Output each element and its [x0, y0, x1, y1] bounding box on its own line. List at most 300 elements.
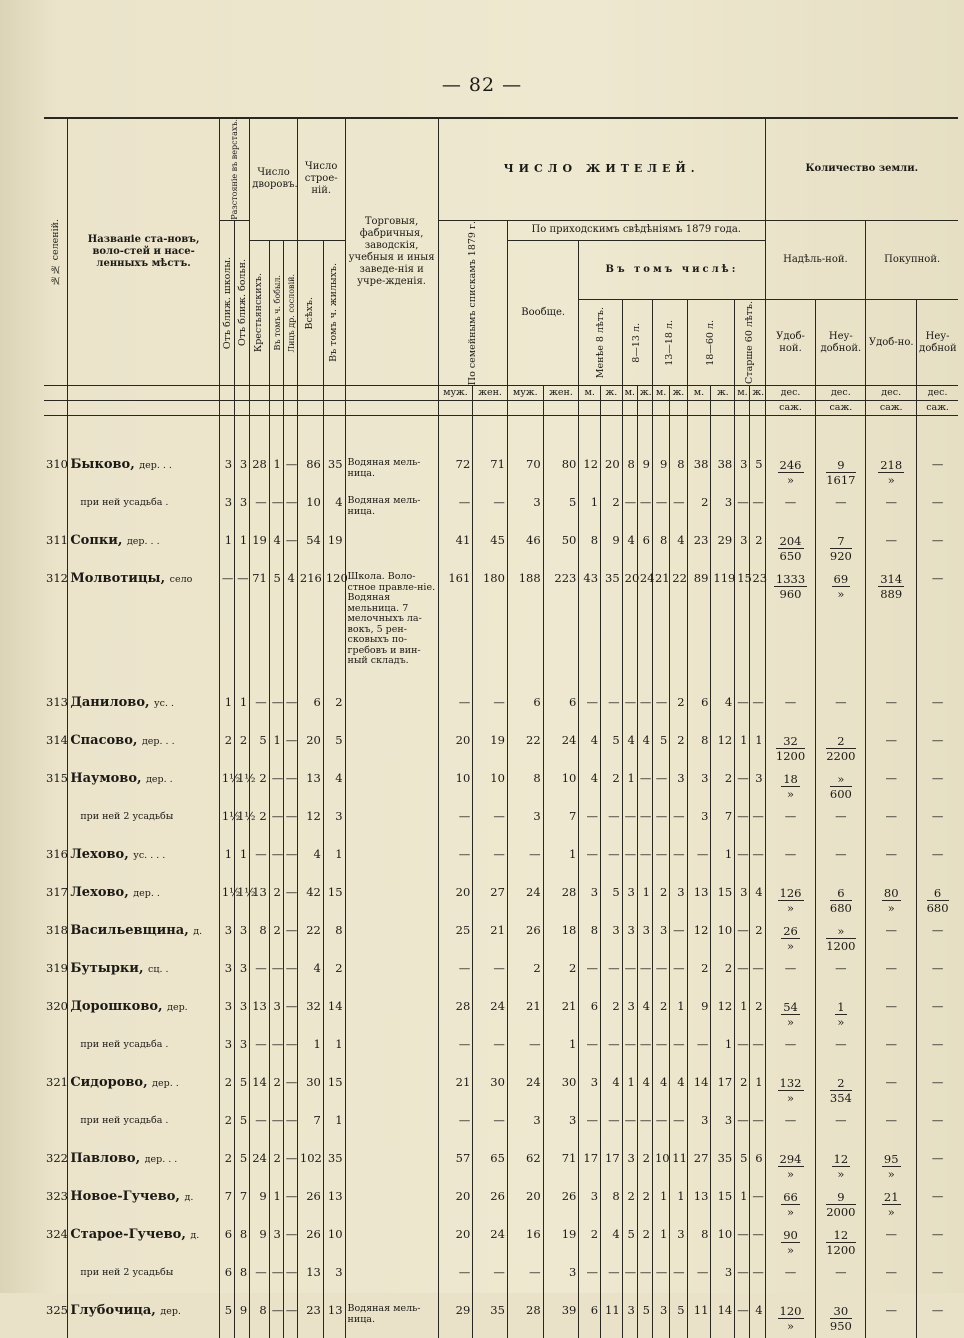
age-cell: 6 — [637, 530, 652, 568]
age-cell: — — [601, 1110, 623, 1148]
family-m: 20 — [438, 882, 473, 920]
row-number: 325 — [44, 1300, 68, 1338]
dist-school: — — [219, 568, 234, 692]
row-name: Лехово, дер. . — [68, 882, 220, 920]
table-row — [44, 692, 958, 730]
bld-all: 12 — [297, 806, 323, 844]
land-allot-inconv: $\frac{2}{354}$ — [816, 1072, 866, 1110]
age-cell: 4 — [579, 768, 601, 806]
age-cell: 35 — [601, 568, 623, 692]
trade-cell — [345, 1262, 438, 1300]
land-bought-conv: $\frac{95}{»}$ — [866, 1148, 917, 1186]
age-cell: 8 — [579, 920, 601, 958]
family-m: 28 — [438, 996, 473, 1034]
age-cell: — — [637, 492, 652, 530]
age-cell: 2 — [750, 996, 765, 1034]
dist-hosp: 3 — [235, 958, 250, 996]
parish-f: 3 — [543, 1262, 579, 1300]
age-cell: 4 — [750, 1300, 765, 1338]
age-cell: — — [579, 806, 601, 844]
age-cell: — — [622, 1262, 637, 1300]
yards-bobyl: — — [269, 1110, 283, 1148]
family-m: — — [438, 958, 473, 996]
age-cell: 14 — [687, 1072, 711, 1110]
yards-other: — — [283, 1110, 297, 1148]
bld-all: 6 — [297, 692, 323, 730]
age-cell: — — [750, 492, 765, 530]
age-cell: 5 — [601, 882, 623, 920]
row-name: Сидорово, дер. . — [68, 1072, 220, 1110]
age-cell: 11 — [687, 1300, 711, 1338]
age-cell: 15 — [711, 882, 735, 920]
row-name: при ней усадьба . — [68, 492, 220, 530]
age-cell: — — [652, 1110, 669, 1148]
age-cell: 3 — [711, 1262, 735, 1300]
yards-other: — — [283, 1148, 297, 1186]
parish-f: 3 — [543, 1110, 579, 1148]
dist-hosp: — — [235, 568, 250, 692]
yards-other: — — [283, 492, 297, 530]
bld-all: 20 — [297, 730, 323, 768]
age-cell: 3 — [711, 492, 735, 530]
bld-res: 8 — [323, 920, 345, 958]
age-cell: 1 — [735, 996, 750, 1034]
family-f: 35 — [473, 1300, 508, 1338]
yards-peasant: 9 — [250, 1186, 269, 1224]
land-allot-inconv: — — [816, 844, 866, 882]
row-number — [44, 1262, 68, 1300]
yards-bobyl: 2 — [269, 920, 283, 958]
header-parish: По приходскимъ свѣдѣніямъ 1879 года. — [507, 220, 765, 240]
parish-m: 16 — [507, 1224, 543, 1262]
header-conv: Удоб-ной. — [765, 300, 816, 386]
yards-other: 4 — [283, 568, 297, 692]
table-row — [44, 996, 958, 1034]
age-cell: — — [750, 692, 765, 730]
age-cell: — — [735, 958, 750, 996]
header-dist-school: Отъ ближ. школы. — [219, 220, 234, 385]
parish-m: 2 — [507, 958, 543, 996]
age-cell: 4 — [711, 692, 735, 730]
land-bought-inconv: — — [917, 1224, 958, 1262]
age-cell: — — [735, 844, 750, 882]
header-age2: 8—13 л. — [622, 300, 652, 386]
trade-cell — [345, 844, 438, 882]
age-cell: — — [652, 492, 669, 530]
age-cell: 1 — [622, 1072, 637, 1110]
age-cell: — — [670, 1262, 687, 1300]
yards-peasant: 2 — [250, 768, 269, 806]
family-m: — — [438, 492, 473, 530]
dist-school: 3 — [219, 920, 234, 958]
bld-all: 13 — [297, 1262, 323, 1300]
bld-all: 30 — [297, 1072, 323, 1110]
age-cell: — — [579, 692, 601, 730]
dist-hosp: 1½ — [235, 768, 250, 806]
age-cell: 1 — [711, 844, 735, 882]
yards-bobyl: — — [269, 1034, 283, 1072]
yards-bobyl: — — [269, 692, 283, 730]
row-number — [44, 1110, 68, 1148]
family-f: — — [473, 692, 508, 730]
yards-other: — — [283, 692, 297, 730]
bld-res: 2 — [323, 692, 345, 730]
table-row — [44, 1148, 958, 1186]
land-bought-inconv: — — [917, 768, 958, 806]
age-cell: 12 — [711, 996, 735, 1034]
table-row — [44, 1034, 958, 1072]
yards-other: — — [283, 958, 297, 996]
age-cell: — — [622, 492, 637, 530]
parish-f: 30 — [543, 1072, 579, 1110]
row-name: Быково, дер. . . — [68, 454, 220, 492]
land-allot-conv: $\frac{90}{»}$ — [765, 1224, 816, 1262]
age-cell: 8 — [622, 454, 637, 492]
dist-school: 2 — [219, 1148, 234, 1186]
land-allot-conv: $\frac{26}{»}$ — [765, 920, 816, 958]
land-allot-inconv: $\frac{12}{»}$ — [816, 1148, 866, 1186]
land-bought-inconv: — — [917, 1262, 958, 1300]
dist-school: 3 — [219, 1034, 234, 1072]
age-cell: 3 — [670, 768, 687, 806]
trade-cell — [345, 768, 438, 806]
family-f: 180 — [473, 568, 508, 692]
land-bought-conv: — — [866, 692, 917, 730]
dist-school: 1½ — [219, 768, 234, 806]
age-cell: 23 — [687, 530, 711, 568]
age-cell: — — [735, 806, 750, 844]
age-cell: 2 — [711, 768, 735, 806]
age-cell: 3 — [637, 920, 652, 958]
age-cell: — — [735, 492, 750, 530]
age-cell: 2 — [652, 882, 669, 920]
age-cell: 2 — [601, 492, 623, 530]
age-cell: 8 — [652, 530, 669, 568]
row-number: 321 — [44, 1072, 68, 1110]
header-inhabitants: ЧИСЛО ЖИТЕЛЕЙ. — [438, 118, 765, 220]
header-yards-other: Лицъ др. сословій. — [283, 240, 297, 385]
parish-f: 39 — [543, 1300, 579, 1338]
age-cell: 3 — [687, 1110, 711, 1148]
age-cell: 3 — [735, 882, 750, 920]
bld-res: 14 — [323, 996, 345, 1034]
age-cell: 5 — [622, 1224, 637, 1262]
family-m: 20 — [438, 730, 473, 768]
age-cell: 38 — [687, 454, 711, 492]
dist-school: 2 — [219, 730, 234, 768]
age-cell: 2 — [652, 996, 669, 1034]
age-cell: 3 — [670, 882, 687, 920]
header-yards: Число дворовъ. — [250, 118, 298, 240]
dist-school: 3 — [219, 492, 234, 530]
age-cell: 2 — [601, 996, 623, 1034]
age-cell: 6 — [750, 1148, 765, 1186]
dist-hosp: 1½ — [235, 882, 250, 920]
age-cell: 2 — [637, 1224, 652, 1262]
age-cell: 12 — [711, 730, 735, 768]
age-cell: 119 — [711, 568, 735, 692]
header-dist-hosp: Отъ ближ. больн. — [235, 220, 250, 385]
parish-f: 5 — [543, 492, 579, 530]
family-m: 161 — [438, 568, 473, 692]
age-cell: 4 — [622, 730, 637, 768]
age-cell: — — [750, 958, 765, 996]
parish-m: 3 — [507, 1110, 543, 1148]
dist-school: 2 — [219, 1110, 234, 1148]
family-f: — — [473, 1034, 508, 1072]
age-cell: — — [735, 768, 750, 806]
bld-res: 15 — [323, 882, 345, 920]
parish-m: 70 — [507, 454, 543, 492]
age-cell: — — [670, 958, 687, 996]
yards-peasant: 24 — [250, 1148, 269, 1186]
age-cell: — — [652, 958, 669, 996]
land-bought-inconv: — — [917, 1300, 958, 1338]
dist-school: 6 — [219, 1262, 234, 1300]
land-allot-conv: — — [765, 1262, 816, 1300]
dist-school: 1 — [219, 844, 234, 882]
yards-peasant: — — [250, 844, 269, 882]
row-number: 315 — [44, 768, 68, 806]
parish-m: — — [507, 844, 543, 882]
age-cell: 1 — [670, 1186, 687, 1224]
row-number — [44, 492, 68, 530]
table-row — [44, 920, 958, 958]
age-cell: 4 — [637, 996, 652, 1034]
parish-m: 22 — [507, 730, 543, 768]
dist-school: 3 — [219, 454, 234, 492]
row-name: Спасово, дер. . . — [68, 730, 220, 768]
header-in-total: Вообще. — [507, 240, 578, 385]
age-cell: 4 — [637, 1072, 652, 1110]
bld-all: 216 — [297, 568, 323, 692]
bld-all: 23 — [297, 1300, 323, 1338]
yards-peasant: 9 — [250, 1224, 269, 1262]
bld-all: 10 — [297, 492, 323, 530]
yards-peasant: — — [250, 1110, 269, 1148]
page-number: — 82 — — [0, 74, 964, 96]
land-bought-inconv: — — [917, 1110, 958, 1148]
land-allot-conv: $\frac{204}{650}$ — [765, 530, 816, 568]
statistics-table — [44, 117, 958, 1338]
row-name: при ней 2 усадьбы — [68, 806, 220, 844]
yards-other: — — [283, 920, 297, 958]
age-cell: — — [637, 768, 652, 806]
age-cell: 3 — [652, 1300, 669, 1338]
bld-res: 13 — [323, 1186, 345, 1224]
yards-peasant: 5 — [250, 730, 269, 768]
land-allot-inconv: $\frac{»}{1200}$ — [816, 920, 866, 958]
dist-school: 7 — [219, 1186, 234, 1224]
family-m: 20 — [438, 1186, 473, 1224]
family-m: 29 — [438, 1300, 473, 1338]
age-cell: 10 — [711, 1224, 735, 1262]
land-bought-conv: — — [866, 1224, 917, 1262]
bld-res: 4 — [323, 492, 345, 530]
family-m: 10 — [438, 768, 473, 806]
header-trade: Торговыя, фабричныя, заводскія, учебныя и иныя заведе-нія и учре-жденія. — [345, 118, 438, 386]
age-cell: 2 — [750, 530, 765, 568]
age-cell: 2 — [687, 958, 711, 996]
land-allot-conv: — — [765, 958, 816, 996]
bld-all: 32 — [297, 996, 323, 1034]
bld-all: 42 — [297, 882, 323, 920]
age-cell: 5 — [670, 1300, 687, 1338]
age-cell: 2 — [750, 920, 765, 958]
age-cell: 9 — [601, 530, 623, 568]
yards-peasant: 71 — [250, 568, 269, 692]
header-family-lists: По семейнымъ спискамъ 1879 г. — [438, 220, 507, 385]
row-name: Дорошково, дер. — [68, 996, 220, 1034]
age-cell: — — [601, 1034, 623, 1072]
land-allot-inconv: — — [816, 1034, 866, 1072]
row-name: Новое-Гучево, д. — [68, 1186, 220, 1224]
bld-all: 86 — [297, 454, 323, 492]
bld-res: 35 — [323, 1148, 345, 1186]
yards-bobyl: — — [269, 806, 283, 844]
age-cell: — — [735, 920, 750, 958]
age-cell: — — [601, 692, 623, 730]
table-row — [44, 1300, 958, 1338]
header-age1: Менѣе 8 лѣтъ. — [579, 300, 622, 386]
row-number: 316 — [44, 844, 68, 882]
parish-f: 1 — [543, 1034, 579, 1072]
parish-m: — — [507, 1262, 543, 1300]
parish-m: 21 — [507, 996, 543, 1034]
age-cell: 9 — [687, 996, 711, 1034]
dist-school: 6 — [219, 1224, 234, 1262]
yards-other: — — [283, 454, 297, 492]
table-body — [44, 416, 958, 1338]
age-cell: — — [750, 1224, 765, 1262]
row-number: 313 — [44, 692, 68, 730]
family-f: 24 — [473, 996, 508, 1034]
age-cell: — — [622, 692, 637, 730]
family-f: — — [473, 1262, 508, 1300]
yards-peasant: 14 — [250, 1072, 269, 1110]
dist-school: 1 — [219, 692, 234, 730]
age-cell: 27 — [687, 1148, 711, 1186]
table-row — [44, 492, 958, 530]
age-cell: — — [735, 692, 750, 730]
age-cell: 2 — [687, 492, 711, 530]
family-m: — — [438, 692, 473, 730]
dist-hosp: 8 — [235, 1224, 250, 1262]
dist-school: 1½ — [219, 806, 234, 844]
trade-cell: Школа. Воло-стное правле-ніе. Водяная мельница. 7 мелочныхъ ла-вокъ, 5 рен-сковыхъ по-гребовъ и вин-ный складъ. — [345, 568, 438, 692]
bld-all: 26 — [297, 1224, 323, 1262]
dist-hosp: 3 — [235, 1034, 250, 1072]
age-cell: — — [622, 958, 637, 996]
age-cell: 2 — [601, 768, 623, 806]
age-cell: 3 — [750, 768, 765, 806]
bld-res: 13 — [323, 1300, 345, 1338]
age-cell: 29 — [711, 530, 735, 568]
bld-all: 26 — [297, 1186, 323, 1224]
family-f: — — [473, 492, 508, 530]
parish-f: 18 — [543, 920, 579, 958]
yards-peasant: 8 — [250, 920, 269, 958]
land-allot-inconv: — — [816, 1262, 866, 1300]
bld-res: 5 — [323, 730, 345, 768]
family-m: 21 — [438, 1072, 473, 1110]
parish-m: 20 — [507, 1186, 543, 1224]
yards-bobyl: 1 — [269, 730, 283, 768]
land-allot-conv: $\frac{294}{»}$ — [765, 1148, 816, 1186]
age-cell: — — [750, 1034, 765, 1072]
age-cell: — — [601, 958, 623, 996]
parish-f: 26 — [543, 1186, 579, 1224]
bld-res: 4 — [323, 768, 345, 806]
land-allot-inconv: — — [816, 692, 866, 730]
age-cell: 15 — [711, 1186, 735, 1224]
land-bought-conv: — — [866, 530, 917, 568]
yards-bobyl: — — [269, 844, 283, 882]
age-cell: 8 — [601, 1186, 623, 1224]
parish-f: 6 — [543, 692, 579, 730]
row-number: 310 — [44, 454, 68, 492]
land-allot-conv: $\frac{120}{»}$ — [765, 1300, 816, 1338]
family-f: 65 — [473, 1148, 508, 1186]
age-cell: — — [601, 806, 623, 844]
table-row — [44, 958, 958, 996]
bld-all: 22 — [297, 920, 323, 958]
parish-f: 80 — [543, 454, 579, 492]
land-allot-conv: — — [765, 844, 816, 882]
family-f: 45 — [473, 530, 508, 568]
age-cell: — — [579, 958, 601, 996]
yards-other: — — [283, 1072, 297, 1110]
age-cell: 4 — [670, 1072, 687, 1110]
family-f: 21 — [473, 920, 508, 958]
trade-cell — [345, 1034, 438, 1072]
dist-school: 1½ — [219, 882, 234, 920]
land-allot-inconv: $\frac{6}{680}$ — [816, 882, 866, 920]
land-bought-inconv: $\frac{6}{680}$ — [917, 882, 958, 920]
row-number: 311 — [44, 530, 68, 568]
age-cell: — — [687, 1034, 711, 1072]
dist-hosp: 7 — [235, 1186, 250, 1224]
age-cell: — — [579, 844, 601, 882]
age-cell: — — [750, 1110, 765, 1148]
age-cell: 3 — [579, 1186, 601, 1224]
yards-other: — — [283, 530, 297, 568]
dist-hosp: 3 — [235, 454, 250, 492]
age-cell: 4 — [637, 730, 652, 768]
parish-f: 21 — [543, 996, 579, 1034]
parish-m: 24 — [507, 1072, 543, 1110]
age-cell: 2 — [670, 730, 687, 768]
age-cell: 3 — [579, 882, 601, 920]
header-yards-peasant: Крестьянскихъ. — [250, 240, 269, 385]
land-allot-inconv: — — [816, 958, 866, 996]
age-cell: 14 — [711, 1300, 735, 1338]
land-allot-inconv: $\frac{9}{1617}$ — [816, 454, 866, 492]
family-m: — — [438, 1262, 473, 1300]
dist-hosp: 1½ — [235, 806, 250, 844]
age-cell: 3 — [622, 996, 637, 1034]
age-cell: — — [601, 844, 623, 882]
bld-res: 35 — [323, 454, 345, 492]
age-cell: 2 — [637, 1148, 652, 1186]
table-row — [44, 1072, 958, 1110]
age-cell: 8 — [687, 1224, 711, 1262]
parish-m: — — [507, 1034, 543, 1072]
age-cell: — — [637, 692, 652, 730]
row-number: 324 — [44, 1224, 68, 1262]
parish-f: 2 — [543, 958, 579, 996]
age-cell: 17 — [579, 1148, 601, 1186]
